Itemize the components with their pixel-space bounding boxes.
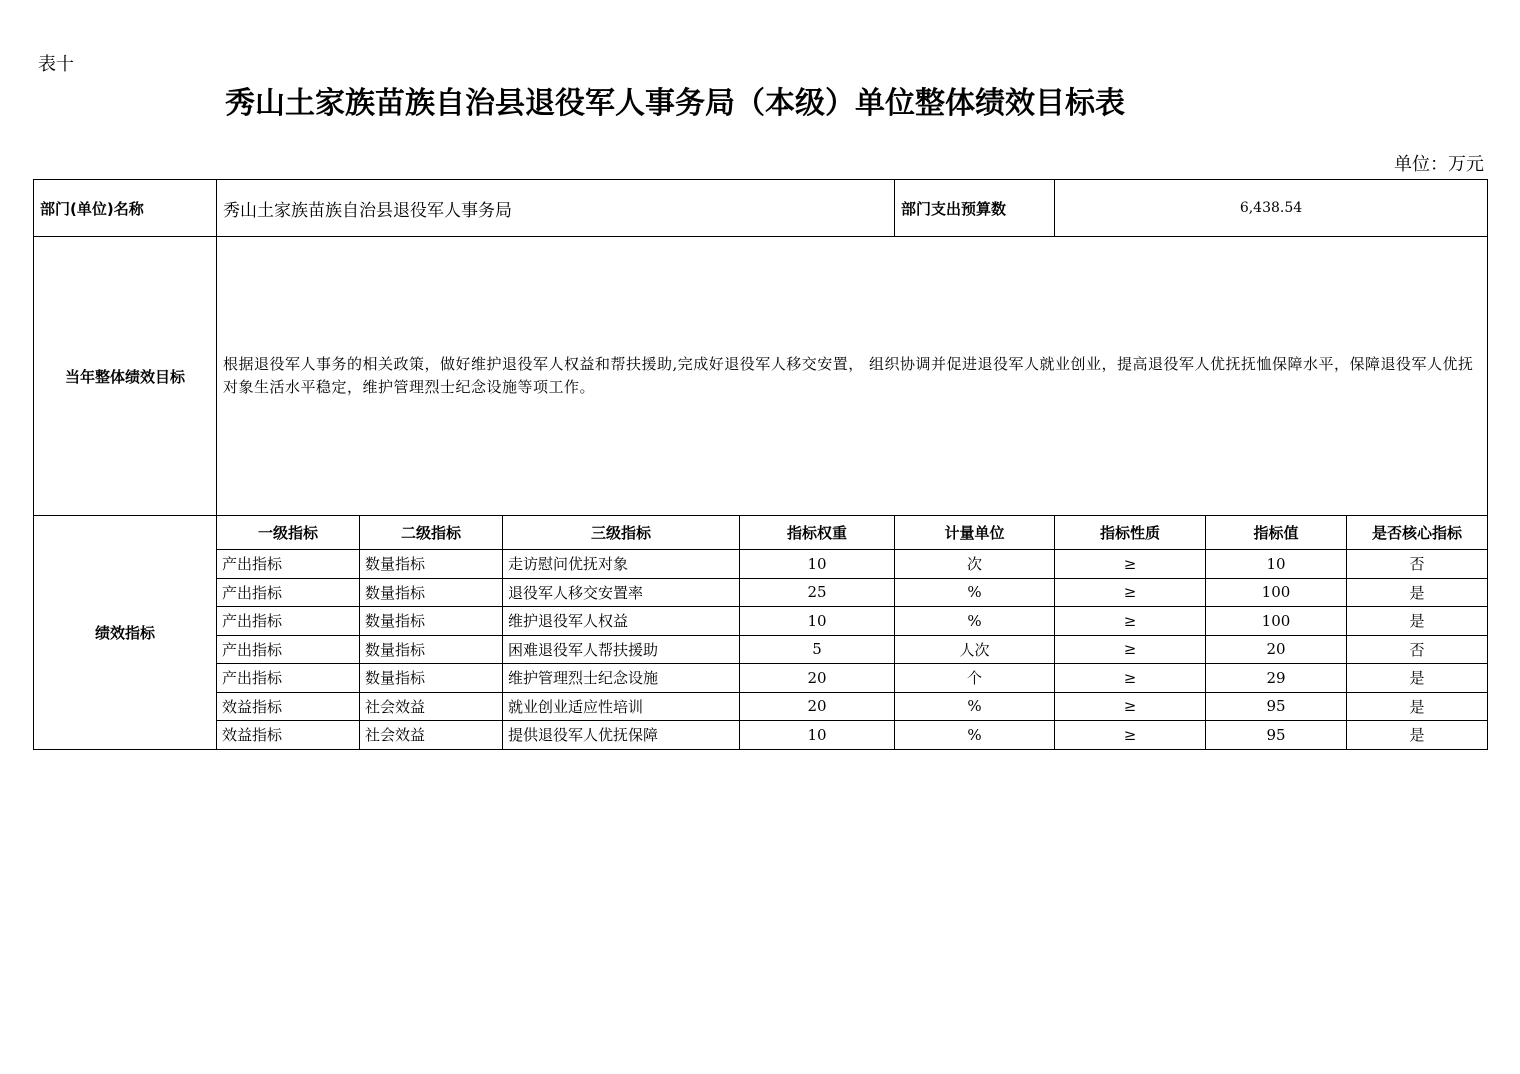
value-cell: 95 (1206, 692, 1347, 721)
weight-cell: 20 (740, 692, 895, 721)
level3-cell: 提供退役军人优抚保障 (503, 721, 740, 750)
weight-cell: 10 (740, 607, 895, 636)
nature-cell: ≥ (1055, 635, 1206, 664)
value-cell: 10 (1206, 550, 1347, 579)
level3-cell: 困难退役军人帮扶援助 (503, 635, 740, 664)
level3-cell: 退役军人移交安置率 (503, 578, 740, 607)
weight-cell: 10 (740, 721, 895, 750)
core-cell: 是 (1347, 692, 1488, 721)
core-cell: 是 (1347, 664, 1488, 693)
header-nature: 指标性质 (1055, 516, 1206, 550)
unit-cell: 人次 (895, 635, 1055, 664)
indicators-label: 绩效指标 (34, 516, 217, 750)
table-row (34, 721, 1488, 750)
weight-cell: 20 (740, 664, 895, 693)
header-core: 是否核心指标 (1347, 516, 1488, 550)
weight-cell: 10 (740, 550, 895, 579)
level2-cell: 数量指标 (360, 607, 503, 636)
value-cell: 20 (1206, 635, 1347, 664)
level2-cell: 数量指标 (360, 578, 503, 607)
level3-cell: 就业创业适应性培训 (503, 692, 740, 721)
level2-cell: 数量指标 (360, 664, 503, 693)
nature-cell: ≥ (1055, 607, 1206, 636)
header-level3: 三级指标 (503, 516, 740, 550)
dept-row (34, 180, 1488, 237)
level3-cell: 维护退役军人权益 (503, 607, 740, 636)
table-row (34, 692, 1488, 721)
nature-cell: ≥ (1055, 692, 1206, 721)
goal-text: 根据退役军人事务的相关政策，做好维护退役军人权益和帮扶援助,完成好退役军人移交安置， 组织协调并促进退役军人就业创业，提高退役军人优抚抚恤保障水平，保障退役军人优抚对象生活水平稳定，维护管理烈士纪念设施等项工作。 (217, 237, 1488, 516)
indicator-header-row (34, 516, 1488, 550)
level1-cell: 产出指标 (217, 635, 360, 664)
weight-cell: 5 (740, 635, 895, 664)
nature-cell: ≥ (1055, 721, 1206, 750)
level3-cell: 走访慰问优抚对象 (503, 550, 740, 579)
core-cell: 是 (1347, 578, 1488, 607)
table-row (34, 550, 1488, 579)
table-row (34, 607, 1488, 636)
level1-cell: 产出指标 (217, 664, 360, 693)
dept-name-value: 秀山土家族苗族自治县退役军人事务局 (217, 180, 895, 237)
unit-cell: % (895, 721, 1055, 750)
unit-cell: % (895, 607, 1055, 636)
header-level2: 二级指标 (360, 516, 503, 550)
weight-cell: 25 (740, 578, 895, 607)
unit-cell: % (895, 692, 1055, 721)
core-cell: 否 (1347, 550, 1488, 579)
table-label: 表十 (38, 54, 74, 75)
level1-cell: 效益指标 (217, 721, 360, 750)
level1-cell: 产出指标 (217, 578, 360, 607)
budget-label: 部门支出预算数 (895, 180, 1055, 237)
budget-value: 6,438.54 (1055, 180, 1488, 237)
dept-name-label: 部门(单位)名称 (34, 180, 217, 237)
level2-cell: 社会效益 (360, 721, 503, 750)
nature-cell: ≥ (1055, 550, 1206, 579)
table-row (34, 664, 1488, 693)
goal-label: 当年整体绩效目标 (34, 237, 217, 516)
header-weight: 指标权重 (740, 516, 895, 550)
header-level1: 一级指标 (217, 516, 360, 550)
unit-cell: 次 (895, 550, 1055, 579)
nature-cell: ≥ (1055, 664, 1206, 693)
level2-cell: 数量指标 (360, 550, 503, 579)
unit-cell: 个 (895, 664, 1055, 693)
level2-cell: 社会效益 (360, 692, 503, 721)
level1-cell: 产出指标 (217, 550, 360, 579)
table-row (34, 578, 1488, 607)
level1-cell: 产出指标 (217, 607, 360, 636)
level1-cell: 效益指标 (217, 692, 360, 721)
nature-cell: ≥ (1055, 578, 1206, 607)
value-cell: 100 (1206, 607, 1347, 636)
header-value: 指标值 (1206, 516, 1347, 550)
core-cell: 否 (1347, 635, 1488, 664)
core-cell: 是 (1347, 721, 1488, 750)
table-row (34, 635, 1488, 664)
core-cell: 是 (1347, 607, 1488, 636)
value-cell: 29 (1206, 664, 1347, 693)
page-title: 秀山土家族苗族自治县退役军人事务局（本级）单位整体绩效目标表 (225, 86, 1125, 121)
value-cell: 95 (1206, 721, 1347, 750)
unit-note: 单位：万元 (1394, 154, 1484, 175)
value-cell: 100 (1206, 578, 1347, 607)
unit-cell: % (895, 578, 1055, 607)
performance-target-table (33, 179, 1488, 750)
header-unit: 计量单位 (895, 516, 1055, 550)
goal-row (34, 237, 1488, 516)
level2-cell: 数量指标 (360, 635, 503, 664)
level3-cell: 维护管理烈士纪念设施 (503, 664, 740, 693)
